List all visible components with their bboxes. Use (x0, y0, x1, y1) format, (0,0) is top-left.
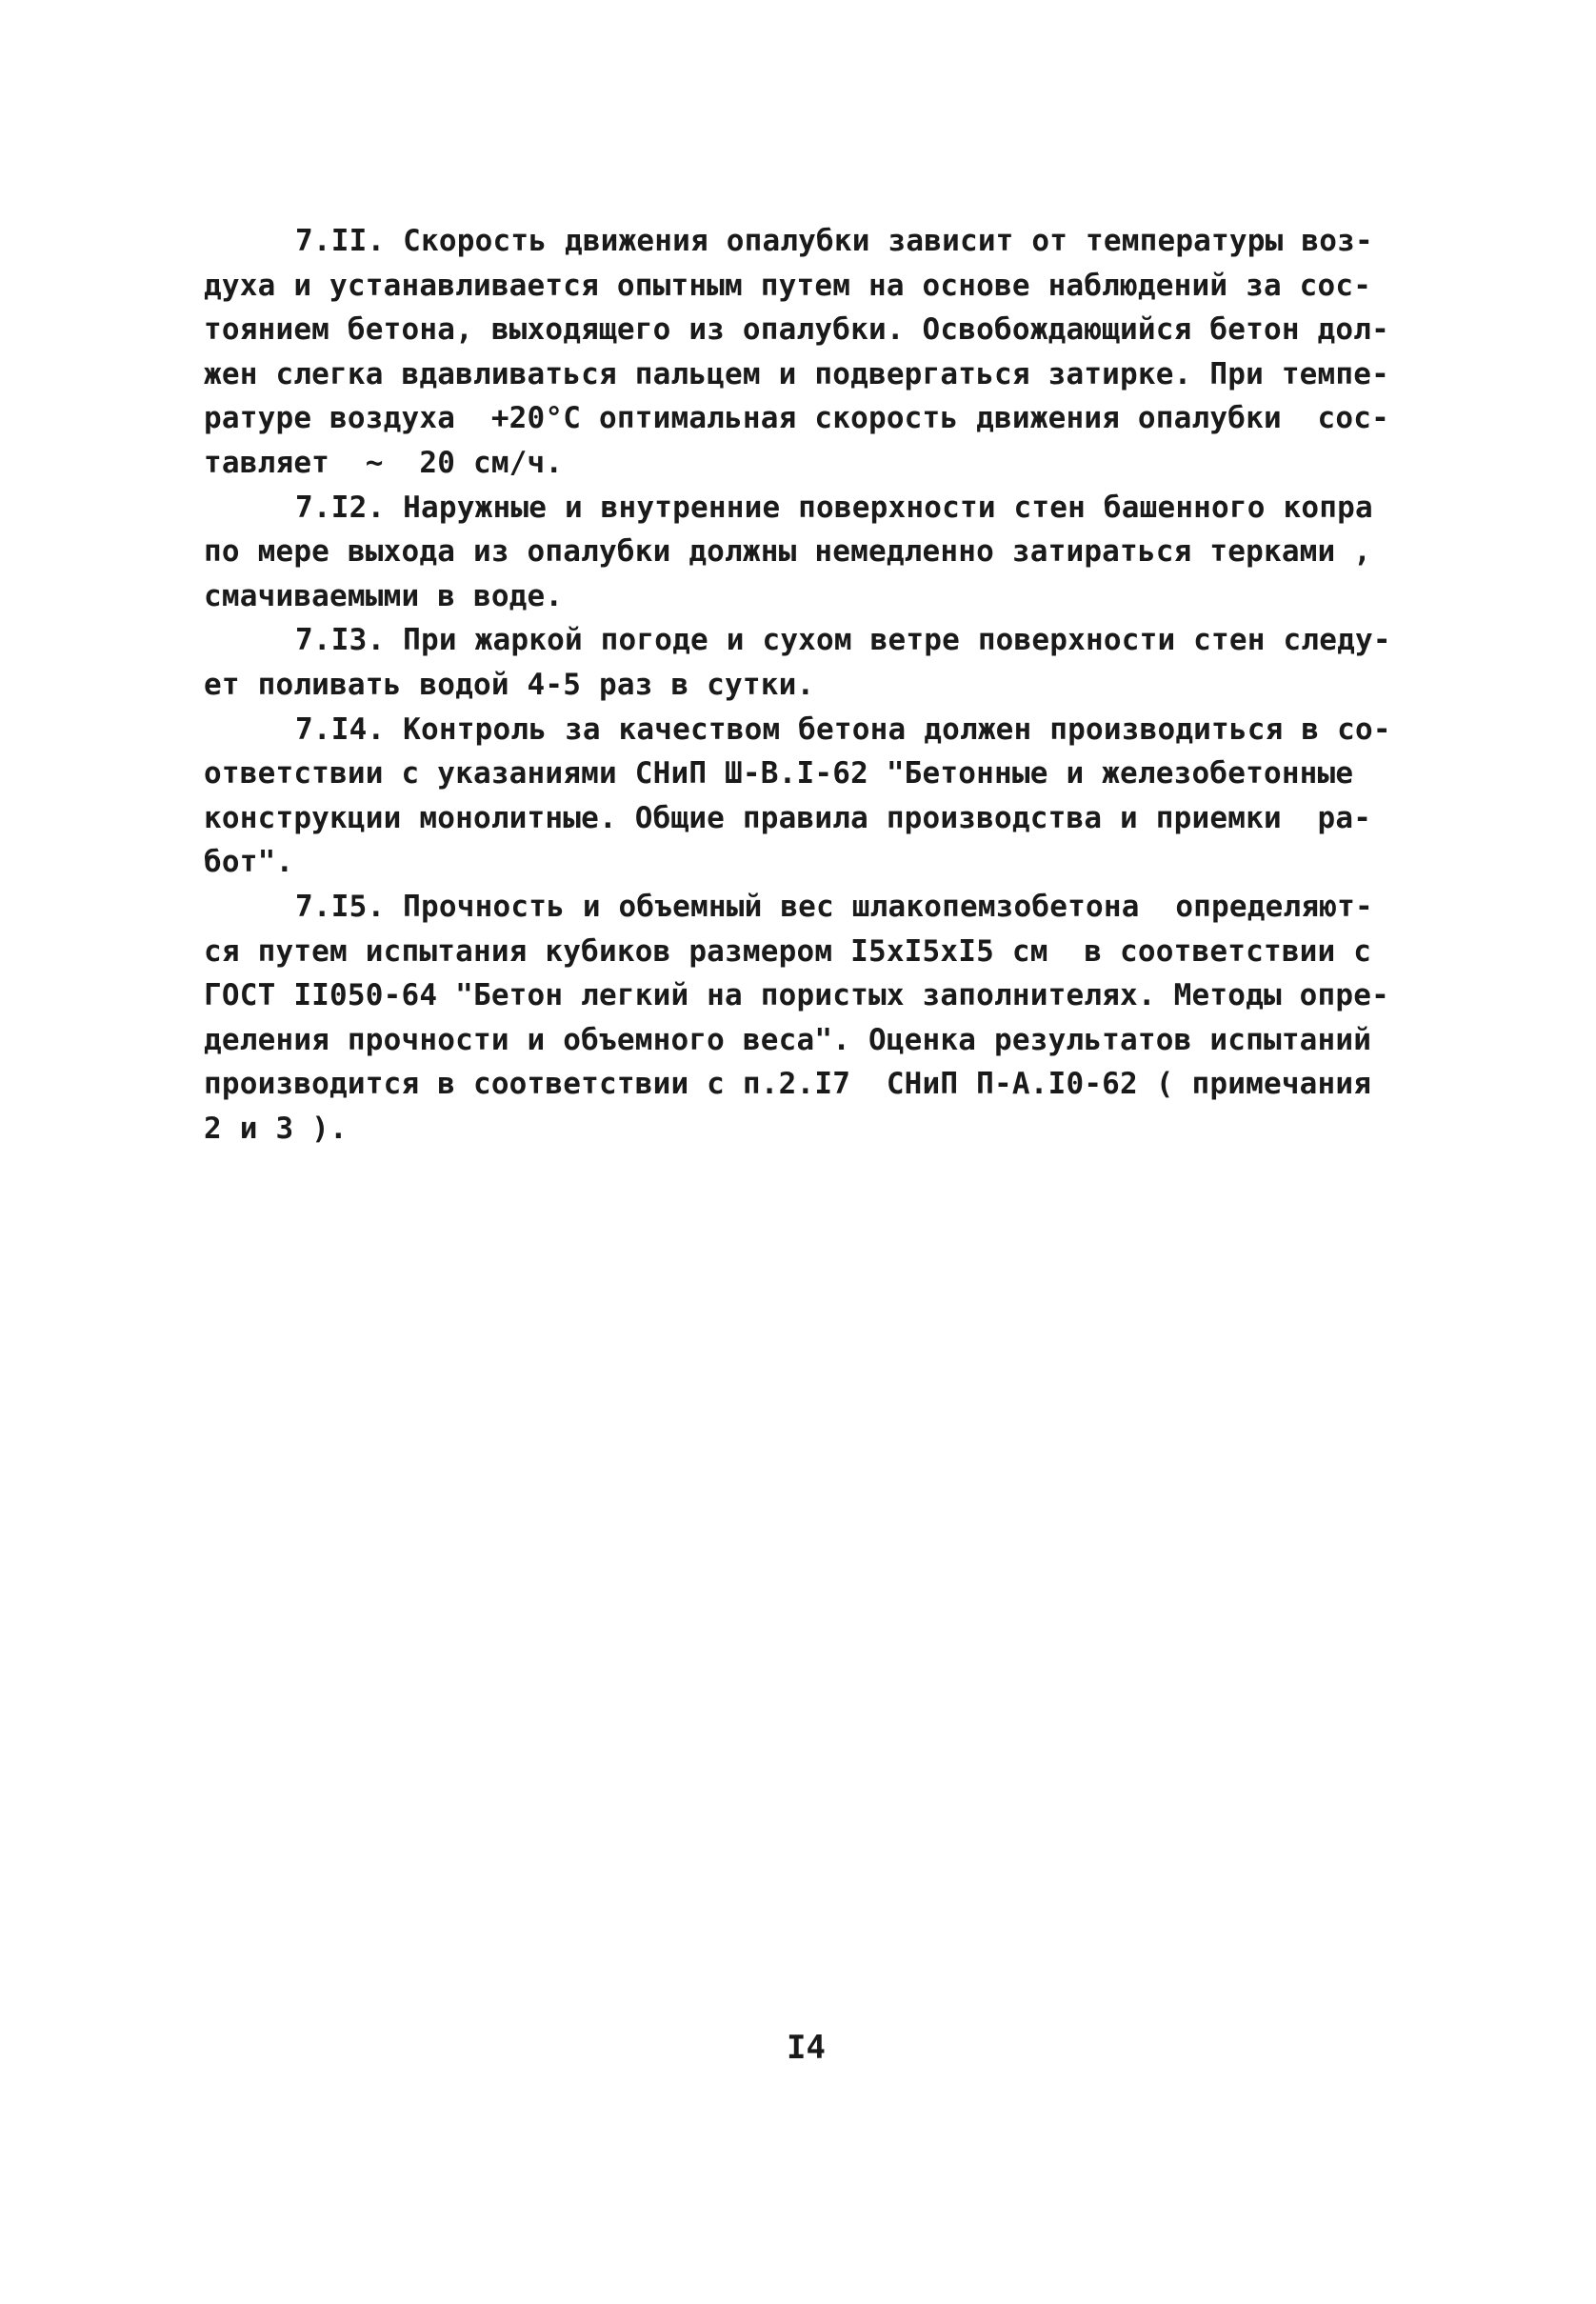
text-line: ся путем испытания кубиков размером I5хI5хI5 см в соответствии с (204, 933, 1372, 969)
page-number: I4 (787, 2029, 826, 2067)
text-line: 7.I3. При жаркой погоде и сухом ветре поверхности стен следу- (295, 623, 1391, 658)
text-line: конструкции монолитные. Общие правила производства и приемки ра- (204, 800, 1372, 835)
text-line: 7.I5. Прочность и объемный вес шлакопемзобетона определяют- (295, 889, 1373, 924)
text-line: тавляет ~ 20 см/ч. (204, 445, 564, 480)
text-line: смачиваемыми в воде. (204, 578, 564, 613)
text-line: по мере выхода из опалубки должны немедленно затираться терками , (204, 534, 1372, 570)
text-line: ответствии с указаниями СНиП Ш-В.I-62 "Бетонные и железобетонные (204, 756, 1354, 791)
text-line: 7.II. Скорость движения опалубки зависит от температуры воз- (295, 224, 1373, 258)
text-line: ГОСТ II050-64 "Бетон легкий на пористых заполнителях. Методы опре- (204, 978, 1389, 1013)
text-line: ратуре воздуха +20°С оптимальная скорость движения опалубки сос- (204, 401, 1389, 436)
text-line: производится в соответствии с п.2.I7 СНиП П-А.I0-62 ( примечания (204, 1067, 1372, 1102)
document-body (204, 219, 1404, 1151)
text-line: ет поливать водой 4-5 раз в сутки. (204, 667, 815, 702)
text-line: 7.I2. Наружные и внутренние поверхности стен башенного копра (295, 490, 1373, 525)
text-line: бот". (204, 845, 294, 880)
text-line: жен слегка вдавливаться пальцем и подвергаться затирке. При темпе- (204, 356, 1389, 391)
text-line: 2 и 3 ). (204, 1111, 348, 1146)
text-line: духа и устанавливается опытным путем на основе наблюдений за сос- (204, 268, 1372, 303)
text-line: тоянием бетона, выходящего из опалубки. Освобождающийся бетон дол- (204, 312, 1389, 348)
text-line: 7.I4. Контроль за качеством бетона должен производиться в со- (295, 711, 1391, 747)
text-line: деления прочности и объемного веса". Оценка результатов испытаний (204, 1022, 1372, 1057)
